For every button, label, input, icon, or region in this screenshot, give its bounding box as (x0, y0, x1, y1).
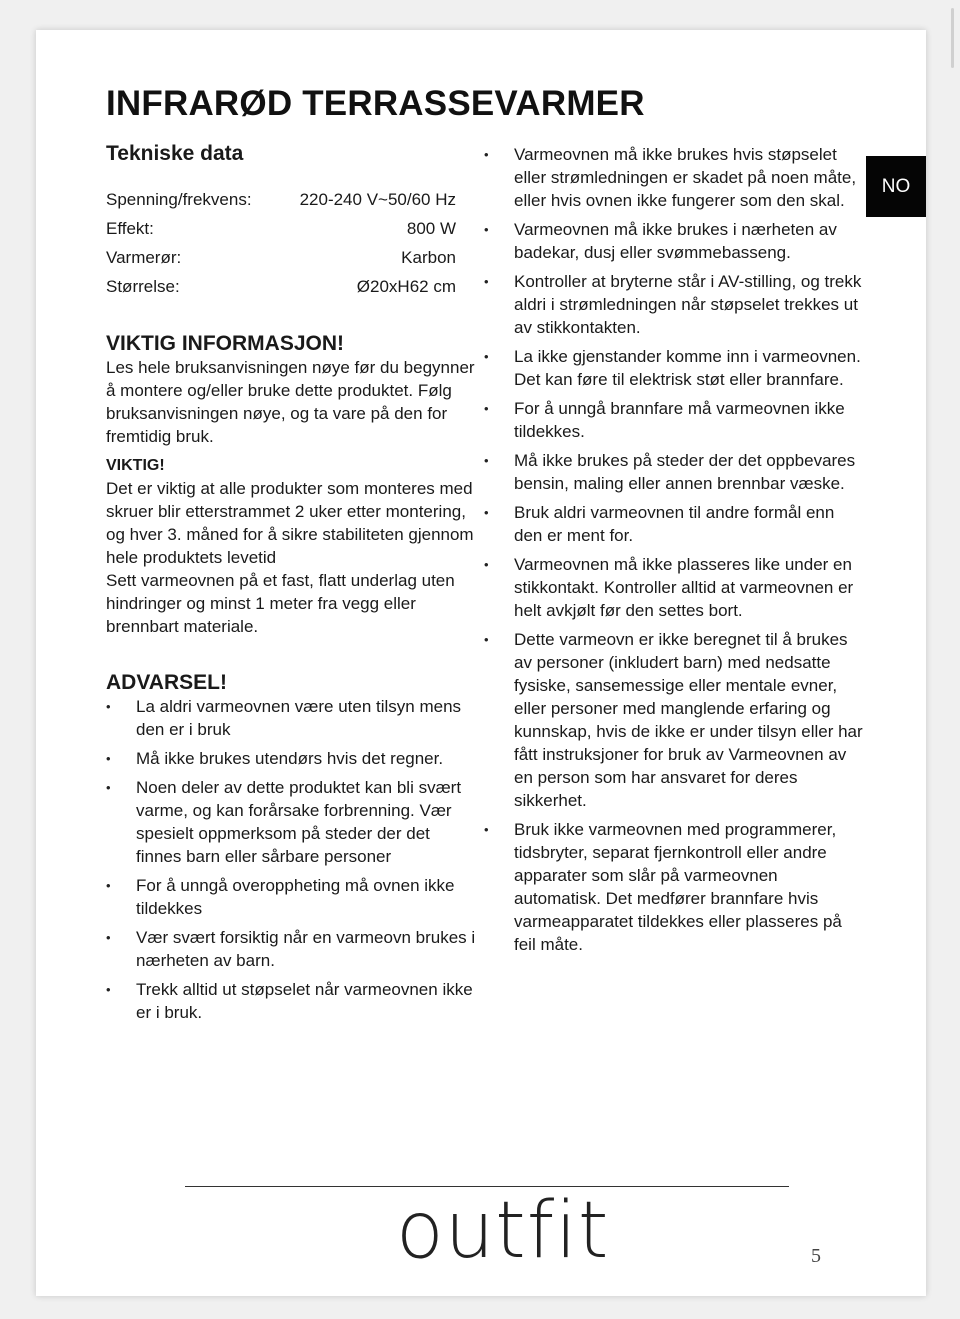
safety-list (484, 143, 864, 956)
specs-heading: Tekniske data (106, 142, 244, 165)
list-item: • Vær svært forsiktig når en varmeovn brukes i nærheten av barn. (106, 926, 476, 972)
list-item: • Må ikke brukes på steder der det oppbevares bensin, maling eller annen brennbar væske. (484, 449, 864, 495)
list-item: • Dette varmeovn er ikke beregnet til å brukes av personer (inkludert barn) med nedsatte fysiske, sansemessige eller mentale evner, eller personer med manglende erfaring og kunnskap, hvis de ikke er under tilsyn eller har fått instruksjoner for bruk av Varmeovnen av en person som har ansvaret for deres sikkerhet. (484, 628, 864, 812)
list-item: • Noen deler av dette produktet kan bli svært varme, og kan forårsake forbrenning. Vær spesielt oppmerksom på steder der det finnes barn eller sårbare personer (106, 776, 476, 868)
important-heading: VIKTIG INFORMASJON! (106, 332, 345, 355)
list-item: • Kontroller at bryterne står i AV-stilling, og trekk aldri i strømledningen når støpselet trekkes ut av stikkontakten. (484, 270, 864, 339)
spec-value: Ø20xH62 cm (356, 277, 456, 296)
language-badge: NO (866, 156, 926, 217)
scrollbar[interactable] (951, 8, 954, 68)
spec-label: Spenning/frekvens: (106, 190, 252, 209)
list-item: • For å unngå brannfare må varmeovnen ikke tildekkes. (484, 397, 864, 443)
right-column (484, 143, 864, 962)
brand-logo: outfit (396, 1186, 610, 1276)
list-item: • La aldri varmeovnen være uten tilsyn mens den er i bruk (106, 695, 476, 741)
spec-row (106, 214, 456, 243)
spec-value: 220-240 V~50/60 Hz (299, 190, 456, 209)
list-item: • Bruk aldri varmeovnen til andre formål enn den er ment for. (484, 501, 864, 547)
spec-label: Effekt: (106, 219, 154, 238)
spec-label: Varmerør: (106, 248, 182, 267)
list-item: • Trekk alltid ut støpselet når varmeovnen ikke er i bruk. (106, 978, 476, 1024)
left-column (106, 142, 476, 1030)
placement-paragraph: Sett varmeovnen på et fast, flatt underlag uten hindringer og minst 1 meter fra vegg eller brennbart materiale. (106, 571, 455, 636)
spec-row (106, 243, 456, 272)
spec-value: Karbon (401, 248, 456, 267)
list-item: • Må ikke brukes utendørs hvis det regner. (106, 747, 476, 770)
spec-value: 800 W (406, 219, 456, 238)
list-item: • Varmeovnen må ikke brukes i nærheten av badekar, dusj eller svømmebasseng. (484, 218, 864, 264)
importance-paragraph: Det er viktig at alle produkter som monteres med skruer blir etterstrammet 2 uker etter montering, og hver 3. måned for å sikre stabiliteten gjennom hele produktets levetid (106, 479, 474, 567)
document-page (36, 30, 926, 1296)
page-number: 5 (811, 1245, 821, 1267)
list-item: • Varmeovnen må ikke brukes hvis støpselet eller strømledningen er skadet på noen måte, eller hvis ovnen ikke fungerer som den skal. (484, 143, 864, 212)
list-item: • Bruk ikke varmeovnen med programmerer, tidsbryter, separat fjernkontroll eller andre apparater som slår på varmeovnen automatisk. Det medfører brannfare hvis varmeapparatet tildekkes eller plasseres på feil måte. (484, 818, 864, 956)
spec-row (106, 185, 456, 214)
page-title: INFRARØD TERRASSEVARMER (106, 84, 645, 123)
important-subheading: VIKTIG! (106, 457, 165, 474)
list-item: • For å unngå overoppheting må ovnen ikke tildekkes (106, 874, 476, 920)
list-item: • La ikke gjenstander komme inn i varmeovnen. Det kan føre til elektrisk støt eller brannfare. (484, 345, 864, 391)
warning-heading: ADVARSEL! (106, 671, 227, 694)
warning-list (106, 695, 476, 1024)
spec-row (106, 272, 456, 301)
specs-table (106, 185, 476, 301)
intro-paragraph: Les hele bruksanvisningen nøye før du begynner å montere og/eller bruke dette produktet. Følg bruksanvisningen nøye, og ta vare på den for fremtidig bruk. (106, 358, 475, 446)
list-item: • Varmeovnen må ikke plasseres like under en stikkontakt. Kontroller alltid at varmeovnen er helt avkjølt før den settes bort. (484, 553, 864, 622)
spec-label: Størrelse: (106, 277, 180, 296)
